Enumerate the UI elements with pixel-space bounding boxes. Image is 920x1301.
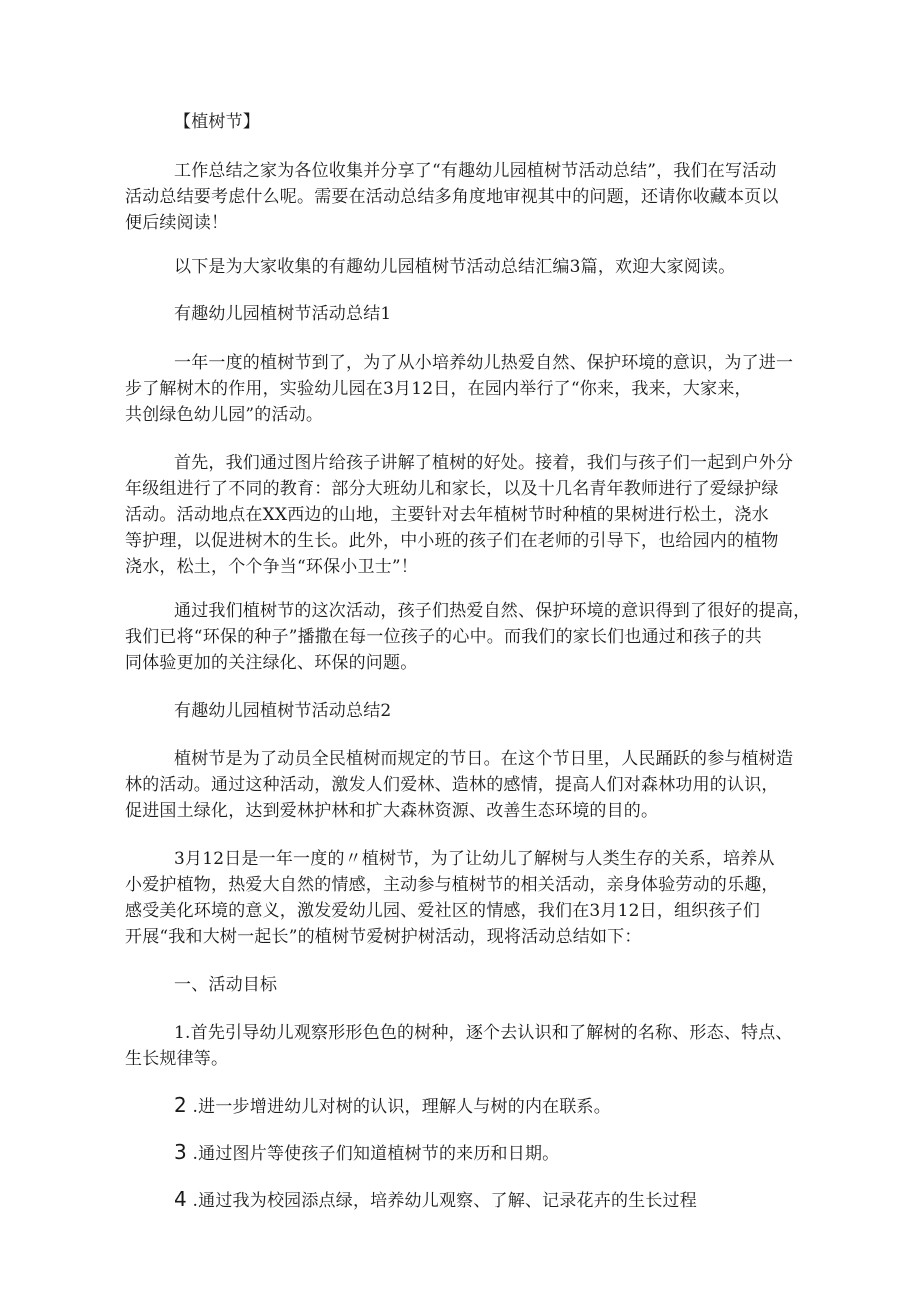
- section-heading: 有趣幼儿园植树节活动总结1: [174, 304, 392, 324]
- section-heading: 有趣幼儿园植树节活动总结2: [174, 701, 392, 721]
- paragraph-line: 开展“我和大树一起长”的植树节爱树护树活动，现将活动总结如下：: [125, 927, 642, 947]
- paragraph-line: 小爱护植物，热爱大自然的情感，主动参与植树节的相关活动，亲身体验劳动的乐趣，: [125, 875, 779, 895]
- paragraph-line: 共创绿色幼儿园”的活动。: [125, 405, 324, 425]
- intro-line: 工作总结之家为各位收集并分享了“有趣幼儿园植树节活动总结”，我们在写活动: [174, 161, 777, 181]
- paragraph-line: 通过我们植树节的这次活动，孩子们热爱自然、保护环境的意识得到了很好的提高，: [174, 601, 811, 621]
- goal-item: 1.首先引导幼儿观察形形色色的树种，逐个去认识和了解树的名称、形态、特点、: [174, 1023, 793, 1043]
- paragraph-line: 同体验更加的关注绿化、环保的问题。: [125, 653, 418, 673]
- goal-item: [174, 1094, 611, 1118]
- paragraph-line: 3月12日是一年一度的〃植树节，为了让幼儿了解树与人类生存的关系，培养从: [174, 849, 775, 869]
- paragraph-line: 浇水，松土，个个争当“环保小卫士”！: [125, 557, 418, 577]
- goal-item: [174, 1141, 559, 1165]
- goal-text: .进一步增进幼儿对树的认识，理解人与树的内在联系。: [192, 1097, 611, 1117]
- paragraph-line: 等护理，以促进树木的生长。此外，中小班的孩子们在老师的引导下，也给园内的植物: [125, 531, 779, 551]
- goal-number: 3: [174, 1140, 187, 1164]
- tag-title: 【植树节】: [174, 112, 260, 132]
- goal-heading: 一、活动目标: [174, 975, 278, 995]
- paragraph-line: 年级组进行了不同的教育：部分大班幼儿和家长，以及十几名青年教师进行了爱绿护绿: [125, 479, 779, 499]
- goal-number: 2: [174, 1093, 187, 1117]
- paragraph-line: 首先，我们通过图片给孩子讲解了植树的好处。接着，我们与孩子们一起到户外分: [174, 453, 794, 473]
- paragraph-line: 促进国土绿化，达到爱林护林和扩大森林资源、改善生态环境的目的。: [125, 801, 659, 821]
- paragraph-line: 植树节是为了动员全民植树而规定的节日。在这个节日里，人民踊跃的参与植树造: [174, 749, 794, 769]
- paragraph-line: 感受美化环境的意义，激发爱幼儿园、爱社区的情感，我们在3月12日，组织孩子们: [125, 901, 761, 921]
- goal-number: 4: [174, 1187, 187, 1211]
- paragraph-line: 林的活动。通过这种活动，激发人们爱林、造林的感情，提高人们对森林功用的认识，: [125, 775, 779, 795]
- paragraph-line: 一年一度的植树节到了，为了从小培养幼儿热爱自然、保护环境的意识，为了进一: [174, 353, 794, 373]
- goal-item: [174, 1188, 697, 1212]
- lead-paragraph: 以下是为大家收集的有趣幼儿园植树节活动总结汇编3篇，欢迎大家阅读。: [174, 257, 736, 277]
- paragraph-line: 活动。活动地点在XX西边的山地，主要针对去年植树节时种植的果树进行松土，浇水: [125, 505, 769, 525]
- paragraph-line: 步了解树木的作用，实验幼儿园在3月12日，在园内举行了“你来，我来，大家来，: [125, 379, 752, 399]
- goal-text: .通过我为校园添点绿，培养幼儿观察、了解、记录花卉的生长过程: [192, 1191, 697, 1211]
- intro-line: 便后续阅读！: [125, 213, 229, 233]
- intro-line: 活动总结要考虑什么呢。需要在活动总结多角度地审视其中的问题，还请你收藏本页以: [125, 187, 779, 207]
- goal-text: .通过图片等使孩子们知道植树节的来历和日期。: [192, 1144, 560, 1164]
- paragraph-line: 我们已将“环保的种子”播撒在每一位孩子的心中。而我们的家长们也通过和孩子的共: [125, 627, 762, 647]
- goal-item: 生长规律等。: [125, 1049, 229, 1069]
